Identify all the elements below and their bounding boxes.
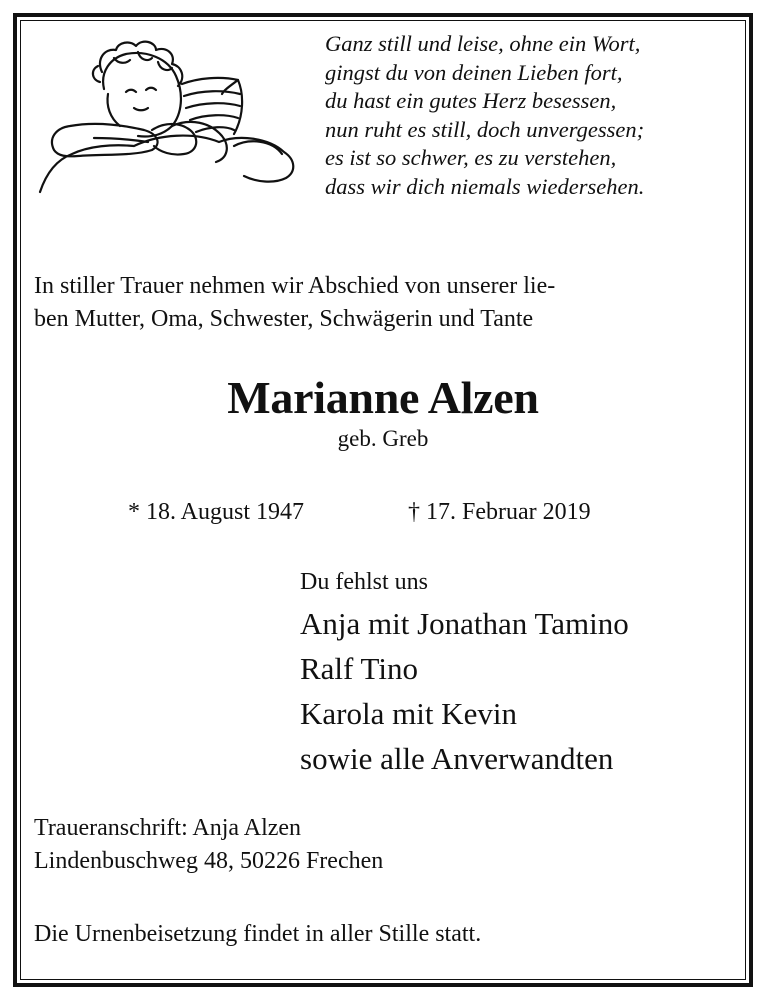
intro-line: ben Mutter, Oma, Schwester, Schwägerin und Tante <box>34 306 534 332</box>
mourning-intro <box>34 270 734 336</box>
mourner-name: Karola mit Kevin <box>300 696 517 731</box>
mourner-name: Anja mit Jonathan Tamino <box>300 606 629 641</box>
cherub-angel-icon <box>34 34 304 199</box>
poem-line: es ist so schwer, es zu verstehen, <box>325 145 617 170</box>
mourners-list <box>300 601 629 781</box>
maiden-name: geb. Greb <box>337 426 429 451</box>
poem-line: Ganz still und leise, ohne ein Wort, <box>325 31 641 56</box>
poem-line: du hast ein gutes Herz besessen, <box>325 88 617 113</box>
mourners-intro: Du fehlst uns <box>300 569 428 595</box>
address-line: Traueranschrift: Anja Alzen <box>34 815 302 841</box>
deceased-name: Marianne Alzen <box>227 372 539 423</box>
mourning-address <box>34 812 383 878</box>
poem-line: nun ruht es still, doch unvergessen; <box>325 116 645 142</box>
address-line: Lindenbuschweg 48, 50226 Frechen <box>34 848 384 874</box>
mourner-name: sowie alle Anverwandten <box>300 741 614 776</box>
poem <box>325 30 735 201</box>
mourner-name: Ralf Tino <box>300 651 419 686</box>
poem-line: dass wir dich niemals wiedersehen. <box>325 173 645 199</box>
intro-line: In stiller Trauer nehmen wir Abschied von unserer lie- <box>34 273 556 299</box>
birth-date: * 18. August 1947 <box>128 499 305 525</box>
death-date: † 17. Februar 2019 <box>408 499 591 525</box>
poem-line: gingst du von deinen Lieben fort, <box>325 59 623 85</box>
burial-notice: Die Urnenbeisetzung findet in aller Stille statt. <box>34 921 482 947</box>
